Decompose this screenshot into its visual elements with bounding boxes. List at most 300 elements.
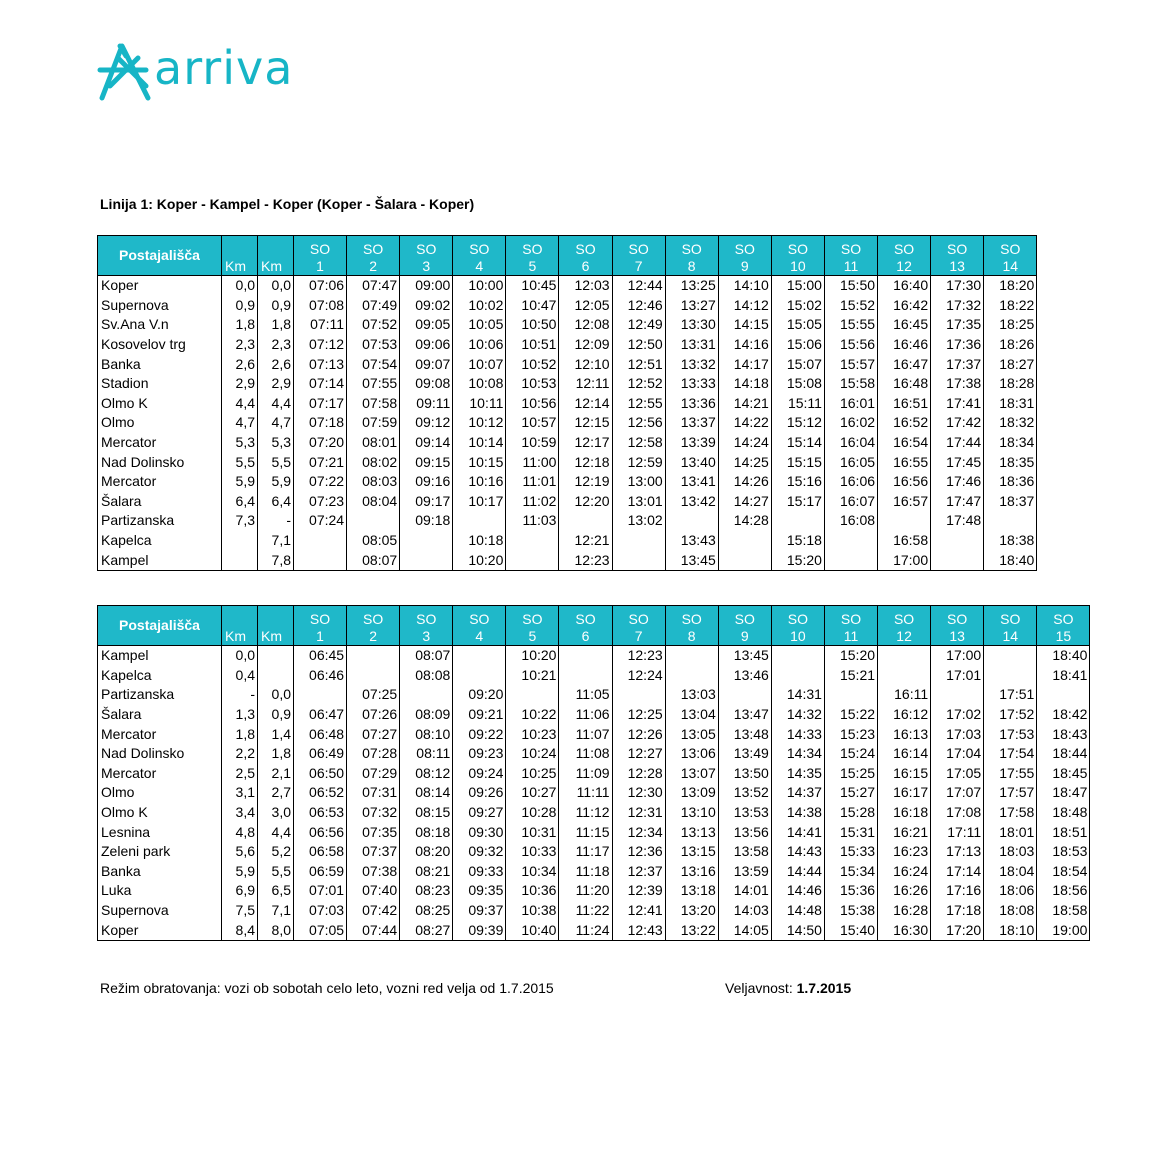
departure-time: 16:45 (878, 315, 931, 335)
departure-time: 11:05 (559, 685, 612, 705)
km-cell: 2,3 (258, 335, 294, 355)
departure-type: SO (681, 241, 702, 257)
departure-time: 16:08 (824, 511, 877, 531)
departure-time: 15:23 (824, 724, 877, 744)
departure-time: 16:57 (878, 492, 931, 512)
departure-time: 17:00 (931, 646, 984, 666)
departure-time: 07:21 (294, 452, 347, 472)
table-row (98, 354, 1037, 374)
departure-time: 09:00 (400, 276, 453, 296)
departure-time: 13:13 (665, 822, 718, 842)
departure-time: 18:36 (984, 472, 1037, 492)
departure-number: 5 (528, 258, 537, 274)
km-cell: 8,0 (258, 920, 294, 940)
departure-number: 1 (316, 258, 324, 274)
departure-time: 07:38 (347, 862, 400, 882)
departure-time: 17:57 (984, 783, 1037, 803)
departure-time: 08:03 (347, 472, 400, 492)
km-cell: 8,4 (222, 920, 258, 940)
departure-time: 14:38 (771, 803, 824, 823)
departure-type: SO (947, 611, 968, 627)
departure-time: 10:21 (506, 666, 559, 686)
departure-time: 13:27 (665, 296, 718, 316)
departure-time: 12:09 (559, 335, 612, 355)
departure-type: SO (469, 611, 490, 627)
km-column-header: Km (222, 606, 258, 646)
header-row (98, 236, 1037, 276)
departure-time: 10:52 (506, 354, 559, 374)
km-cell: 2,9 (222, 374, 258, 394)
km-cell: 0,0 (222, 276, 258, 296)
departure-type: SO (522, 241, 543, 257)
departure-time: 07:35 (347, 822, 400, 842)
stop-name: Banka (98, 862, 222, 882)
departure-time: 15:07 (771, 354, 824, 374)
departure-time: 17:48 (931, 511, 984, 531)
departure-time: 07:42 (347, 901, 400, 921)
departure-time: 12:55 (612, 394, 665, 414)
departure-type: SO (416, 611, 437, 627)
table-row (98, 511, 1037, 531)
table-row (98, 842, 1090, 862)
departure-number: 14 (1002, 258, 1019, 274)
departure-column-header (665, 606, 718, 646)
departure-time: 15:55 (824, 315, 877, 335)
departure-time: 11:11 (559, 783, 612, 803)
departure-column-header (612, 236, 665, 276)
departure-time: 13:04 (665, 705, 718, 725)
departure-time: 16:28 (878, 901, 931, 921)
departure-time: 17:45 (931, 452, 984, 472)
departure-time: 15:28 (824, 803, 877, 823)
km-cell: 1,3 (222, 705, 258, 725)
departure-time: 13:22 (665, 920, 718, 940)
departure-time (347, 646, 400, 666)
departure-time: 07:17 (294, 394, 347, 414)
departure-time: 07:14 (294, 374, 347, 394)
departure-time: 18:26 (984, 335, 1037, 355)
departure-time: 14:10 (718, 276, 771, 296)
stop-name: Koper (98, 276, 222, 296)
km-cell: 4,4 (222, 394, 258, 414)
departure-time: 18:10 (984, 920, 1037, 940)
stop-name: Lesnina (98, 822, 222, 842)
departure-time: 18:48 (1037, 803, 1090, 823)
departure-time: 06:48 (294, 724, 347, 744)
departure-time: 14:46 (771, 881, 824, 901)
km-cell: 3,1 (222, 783, 258, 803)
departure-time: 06:49 (294, 744, 347, 764)
departure-column-header (824, 236, 877, 276)
departure-time: 18:31 (984, 394, 1037, 414)
departure-column-header (506, 236, 559, 276)
departure-time: 17:30 (931, 276, 984, 296)
departure-time (453, 511, 506, 531)
departure-time (931, 531, 984, 551)
departure-time: 16:42 (878, 296, 931, 316)
departure-time: 07:27 (347, 724, 400, 744)
departure-time: 10:15 (453, 452, 506, 472)
departure-time: 17:16 (931, 881, 984, 901)
km-cell: 2,1 (258, 764, 294, 784)
departure-number: 15 (1055, 628, 1072, 644)
departure-time: 09:05 (400, 315, 453, 335)
departure-time: 16:11 (878, 685, 931, 705)
departure-type: SO (947, 241, 968, 257)
km-cell: 6,4 (258, 492, 294, 512)
departure-column-header (453, 606, 506, 646)
departure-time: 13:31 (665, 335, 718, 355)
departure-number: 3 (422, 258, 431, 274)
departure-time: 15:11 (771, 394, 824, 414)
departure-time: 12:50 (612, 335, 665, 355)
km-column-header: Km (222, 236, 258, 276)
departure-column-header (878, 606, 931, 646)
departure-time: 10:07 (453, 354, 506, 374)
km-column-header: Km (258, 606, 294, 646)
departure-time: 08:27 (400, 920, 453, 940)
departure-time (612, 550, 665, 570)
departure-time: 11:12 (559, 803, 612, 823)
departure-time: 16:26 (878, 881, 931, 901)
departure-time: 17:32 (931, 296, 984, 316)
departure-time: 07:40 (347, 881, 400, 901)
departure-time: 17:18 (931, 901, 984, 921)
departure-time: 07:08 (294, 296, 347, 316)
departure-type: SO (1000, 611, 1021, 627)
km-cell: 2,6 (258, 354, 294, 374)
departure-time: 18:35 (984, 452, 1037, 472)
table-row (98, 315, 1037, 335)
departure-time: 12:14 (559, 394, 612, 414)
table-row (98, 335, 1037, 355)
departure-time: 13:10 (665, 803, 718, 823)
km-cell: 4,8 (222, 822, 258, 842)
departure-time: 18:51 (1037, 822, 1090, 842)
departure-time: 13:30 (665, 315, 718, 335)
header-row (98, 606, 1090, 646)
departure-time: 17:08 (931, 803, 984, 823)
stop-name: Kosovelov trg (98, 335, 222, 355)
departure-time (400, 550, 453, 570)
departure-time: 18:45 (1037, 764, 1090, 784)
validity-date: 1.7.2015 (796, 980, 852, 996)
stop-name: Sv.Ana V.n (98, 315, 222, 335)
departure-time: 10:57 (506, 413, 559, 433)
km-column-header: Km (258, 236, 294, 276)
departure-time: 08:07 (400, 646, 453, 666)
departure-time: 15:50 (824, 276, 877, 296)
departure-time: 07:18 (294, 413, 347, 433)
km-cell: 1,8 (222, 724, 258, 744)
departure-time: 10:24 (506, 744, 559, 764)
departure-time: 13:36 (665, 394, 718, 414)
departure-time: 18:56 (1037, 881, 1090, 901)
table-row (98, 901, 1090, 921)
departure-time: 12:19 (559, 472, 612, 492)
departure-time: 08:25 (400, 901, 453, 921)
departure-time: 13:02 (612, 511, 665, 531)
departure-time: 07:28 (347, 744, 400, 764)
departure-time: 07:03 (294, 901, 347, 921)
departure-time: 18:40 (1037, 646, 1090, 666)
departure-time: 15:08 (771, 374, 824, 394)
departure-time: 16:12 (878, 705, 931, 725)
departure-time: 18:32 (984, 413, 1037, 433)
departure-time: 09:35 (453, 881, 506, 901)
departure-time: 10:12 (453, 413, 506, 433)
departure-time: 15:25 (824, 764, 877, 784)
departure-time: 07:11 (294, 315, 347, 335)
departure-number: 2 (369, 258, 378, 274)
departure-time: 09:21 (453, 705, 506, 725)
departure-time (931, 685, 984, 705)
departure-time: 07:59 (347, 413, 400, 433)
stop-name: Partizanska (98, 685, 222, 705)
departure-time: 11:00 (506, 452, 559, 472)
departure-time: 14:01 (718, 881, 771, 901)
departure-time: 08:10 (400, 724, 453, 744)
departure-time: 18:44 (1037, 744, 1090, 764)
departure-time: 09:11 (400, 394, 453, 414)
stop-name: Zeleni park (98, 842, 222, 862)
departure-time: 18:04 (984, 862, 1037, 882)
km-cell: 5,9 (222, 472, 258, 492)
departure-time (347, 511, 400, 531)
departure-column-header (984, 236, 1037, 276)
departure-type: SO (309, 611, 331, 627)
departure-time (506, 685, 559, 705)
km-cell: 0,0 (258, 685, 294, 705)
departure-time: 08:11 (400, 744, 453, 764)
departure-time: 15:36 (824, 881, 877, 901)
departure-time: 17:03 (931, 724, 984, 744)
departure-time: 14:44 (771, 862, 824, 882)
departure-time: 10:56 (506, 394, 559, 414)
departure-time (771, 646, 824, 666)
departure-type: SO (363, 241, 384, 257)
departure-time: 18:43 (1037, 724, 1090, 744)
departure-type: SO (734, 611, 755, 627)
km-cell (222, 550, 258, 570)
departure-time: 07:58 (347, 394, 400, 414)
table-row (98, 783, 1090, 803)
departure-time: 13:52 (718, 783, 771, 803)
departure-time: 14:15 (718, 315, 771, 335)
km-cell: 7,3 (222, 511, 258, 531)
departure-time: 14:41 (771, 822, 824, 842)
departure-time: 15:20 (824, 646, 877, 666)
departure-time: 14:12 (718, 296, 771, 316)
departure-time: 12:52 (612, 374, 665, 394)
departure-time: 12:28 (612, 764, 665, 784)
departure-number: 4 (475, 628, 484, 644)
km-cell (258, 666, 294, 686)
departure-time: 13:39 (665, 433, 718, 453)
departure-time: 13:40 (665, 452, 718, 472)
km-cell: 1,8 (222, 315, 258, 335)
departure-time: 12:31 (612, 803, 665, 823)
departure-time: 08:12 (400, 764, 453, 784)
departure-time: 15:52 (824, 296, 877, 316)
km-cell: 7,1 (258, 901, 294, 921)
departure-time: 16:14 (878, 744, 931, 764)
departure-time: 15:15 (771, 452, 824, 472)
table-row (98, 685, 1090, 705)
km-cell: 0,9 (258, 296, 294, 316)
departure-time: 15:34 (824, 862, 877, 882)
departure-column-header (612, 606, 665, 646)
departure-time: 12:03 (559, 276, 612, 296)
departure-time (347, 666, 400, 686)
departure-time: 14:18 (718, 374, 771, 394)
departure-time: 17:44 (931, 433, 984, 453)
departure-time: 17:41 (931, 394, 984, 414)
departure-time: 18:42 (1037, 705, 1090, 725)
stop-name: Olmo (98, 783, 222, 803)
departure-time: 12:27 (612, 744, 665, 764)
km-cell: 7,5 (222, 901, 258, 921)
departure-time: 12:23 (559, 550, 612, 570)
departure-time: 10:22 (506, 705, 559, 725)
table-row (98, 705, 1090, 725)
departure-time (718, 685, 771, 705)
departure-time: 11:22 (559, 901, 612, 921)
timetable-return (97, 605, 1090, 941)
stop-name: Kapelca (98, 531, 222, 551)
departure-time: 18:03 (984, 842, 1037, 862)
km-cell: 6,9 (222, 881, 258, 901)
stop-name: Mercator (98, 472, 222, 492)
departure-time: 15:18 (771, 531, 824, 551)
departure-time: 18:28 (984, 374, 1037, 394)
departure-time: 16:46 (878, 335, 931, 355)
departure-time: 15:57 (824, 354, 877, 374)
departure-time: 13:59 (718, 862, 771, 882)
departure-time: 08:09 (400, 705, 453, 725)
departure-number: 13 (949, 258, 965, 274)
departure-time (878, 666, 931, 686)
departure-time: 09:23 (453, 744, 506, 764)
departure-time: 08:05 (347, 531, 400, 551)
km-cell: 5,3 (222, 433, 258, 453)
departure-time (878, 646, 931, 666)
departure-time: 11:15 (559, 822, 612, 842)
departure-number: 6 (581, 258, 590, 274)
departure-type: SO (787, 611, 808, 627)
departure-time: 17:11 (931, 822, 984, 842)
departure-time: 14:33 (771, 724, 824, 744)
departure-time: 13:00 (612, 472, 665, 492)
departure-time: 17:58 (984, 803, 1037, 823)
departure-time: 12:37 (612, 862, 665, 882)
departure-time (665, 511, 718, 531)
departure-time: 17:54 (984, 744, 1037, 764)
departure-column-header (400, 236, 453, 276)
departure-column-header (506, 606, 559, 646)
departure-time: 12:18 (559, 452, 612, 472)
departure-time: 16:52 (878, 413, 931, 433)
departure-time: 15:20 (771, 550, 824, 570)
departure-time: 16:23 (878, 842, 931, 862)
departure-column-header (771, 236, 824, 276)
departure-time: 15:56 (824, 335, 877, 355)
departure-time: 14:25 (718, 452, 771, 472)
km-cell: 4,4 (258, 822, 294, 842)
departure-time: 13:07 (665, 764, 718, 784)
table-row (98, 452, 1037, 472)
departure-time: 17:52 (984, 705, 1037, 725)
departure-time: 09:22 (453, 724, 506, 744)
departure-time (400, 531, 453, 551)
departure-time: 15:05 (771, 315, 824, 335)
table-row (98, 862, 1090, 882)
departure-time: 15:06 (771, 335, 824, 355)
km-cell (258, 646, 294, 666)
stops-column-header: Postajališča (98, 236, 222, 276)
departure-number: 12 (896, 628, 912, 644)
departure-time: 14:48 (771, 901, 824, 921)
departure-time: 15:02 (771, 296, 824, 316)
departure-type: SO (416, 241, 437, 257)
departure-number: 7 (634, 628, 643, 644)
departure-time: 14:34 (771, 744, 824, 764)
departure-column-header (347, 606, 400, 646)
departure-time: 16:17 (878, 783, 931, 803)
departure-time: 06:56 (294, 822, 347, 842)
departure-time: 09:20 (453, 685, 506, 705)
departure-time: 10:50 (506, 315, 559, 335)
departure-time: 06:46 (294, 666, 347, 686)
departure-time: 09:17 (400, 492, 453, 512)
departure-time: 12:41 (612, 901, 665, 921)
departure-time: 16:47 (878, 354, 931, 374)
km-cell: 1,8 (258, 315, 294, 335)
km-cell: 5,5 (222, 452, 258, 472)
departure-time: 09:33 (453, 862, 506, 882)
departure-time (665, 646, 718, 666)
departure-time: 12:26 (612, 724, 665, 744)
departure-time: 13:53 (718, 803, 771, 823)
table-row (98, 744, 1090, 764)
departure-time: 12:21 (559, 531, 612, 551)
departure-time: 10:11 (453, 394, 506, 414)
departure-time (824, 531, 877, 551)
km-cell: 1,8 (258, 744, 294, 764)
departure-time (506, 550, 559, 570)
validity-note (725, 980, 851, 996)
departure-time: 14:43 (771, 842, 824, 862)
departure-time: 09:39 (453, 920, 506, 940)
arriva-logo (96, 40, 311, 104)
stop-name: Šalara (98, 492, 222, 512)
departure-time: 07:32 (347, 803, 400, 823)
departure-time: 17:46 (931, 472, 984, 492)
departure-time: 08:04 (347, 492, 400, 512)
departure-time: 18:40 (984, 550, 1037, 570)
departure-time: 10:33 (506, 842, 559, 862)
departure-time: 15:00 (771, 276, 824, 296)
departure-time: 18:22 (984, 296, 1037, 316)
departure-time: 08:23 (400, 881, 453, 901)
departure-time: 13:06 (665, 744, 718, 764)
departure-time: 10:14 (453, 433, 506, 453)
departure-time: 19:00 (1037, 920, 1090, 940)
departure-time: 10:38 (506, 901, 559, 921)
departure-time: 17:53 (984, 724, 1037, 744)
departure-time: 10:18 (453, 531, 506, 551)
stop-name: Mercator (98, 724, 222, 744)
